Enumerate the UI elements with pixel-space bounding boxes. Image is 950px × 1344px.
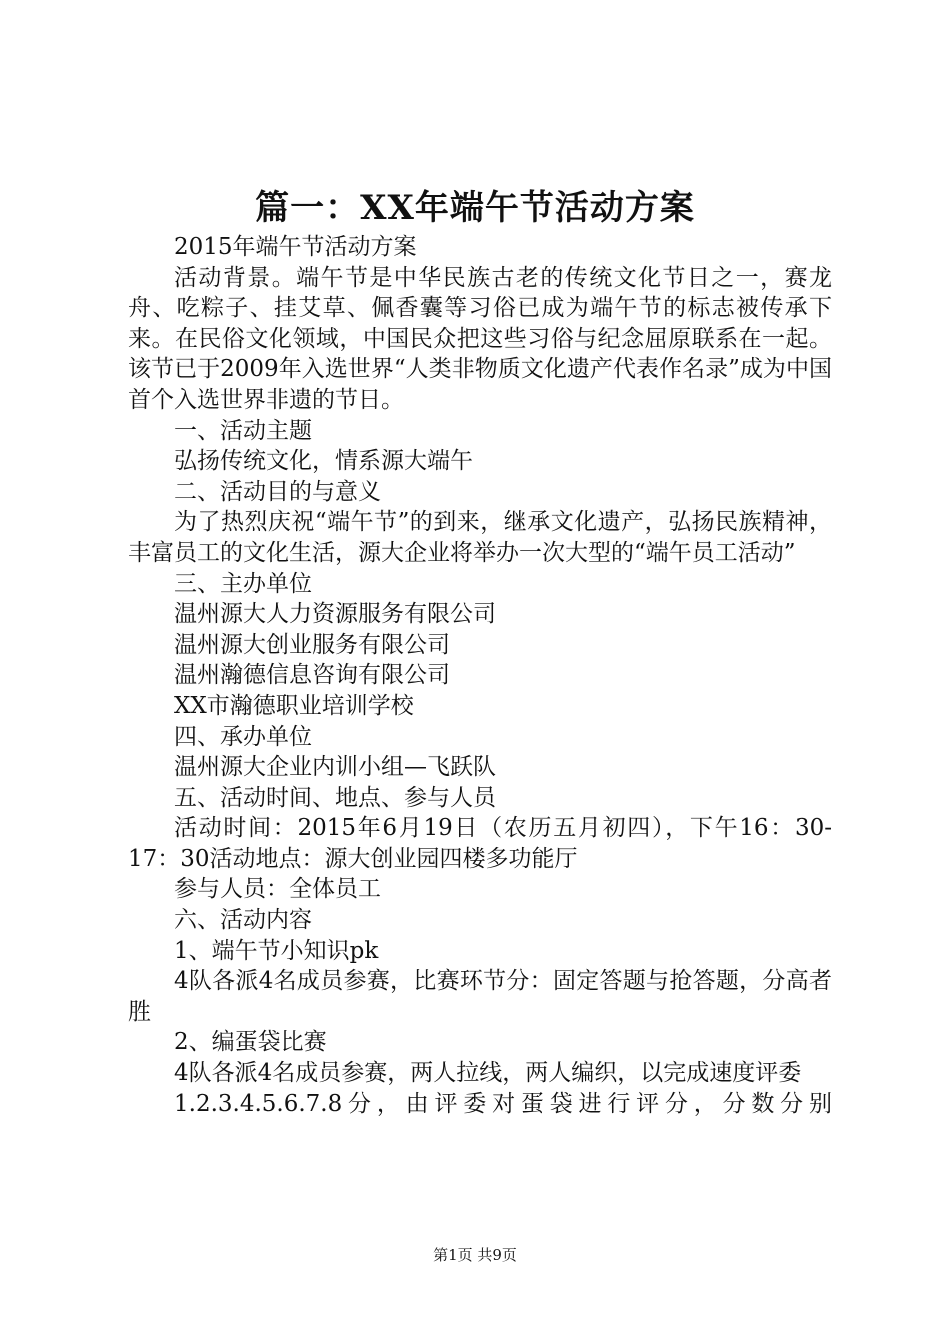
paragraph-host: 温州源大企业内训小组—飞跃队 [174,754,496,781]
organizer-item: 温州源大人力资源服务有限公司 [174,601,496,628]
item-quiz-heading: 1、端午节小知识pk [174,937,379,964]
item-scoring-text: 1.2.3.4.5.6.7.8分，由评委对蛋袋进行评分，分数分别 [174,1090,832,1117]
paragraph-subtitle: 2015年端午节活动方案 [174,234,417,260]
heading-purpose: 二、活动目的与意义 [174,478,381,505]
heading-theme: 一、活动主题 [174,417,312,444]
heading-content: 六、活动内容 [174,907,312,934]
document-body [128,232,832,1119]
organizer-item: 温州瀚德信息咨询有限公司 [174,662,450,689]
paragraph-background: 活动背景。端午节是中华民族古老的传统文化节日之一，赛龙舟、吃粽子、挂艾草、佩香囊等习俗已成为端午节的标志被传承下来。在民俗文化领域，中国民众把这些习俗与纪念屈原联系在一起。该节已于2009年入选世界“人类非物质文化遗产代表作名录”成为中国首个入选世界非遗的节日。 [128,264,832,413]
paragraph-time-place: 活动时间：2015年6月19日（农历五月初四），下午16：30-17：30活动地点：源大创业园四楼多功能厅 [128,815,832,872]
paragraph-purpose: 为了热烈庆祝“端午节”的到来，继承文化遗产，弘扬民族精神，丰富员工的文化生活，源大企业将举办一次大型的“端午员工活动” [128,509,832,566]
heading-host: 四、承办单位 [174,723,312,750]
heading-time-place: 五、活动时间、地点、参与人员 [174,784,496,811]
item-quiz-text: 4队各派4名成员参赛，比赛环节分：固定答题与抢答题，分高者胜 [128,968,832,1025]
paragraph-theme: 弘扬传统文化，情系源大端午 [174,448,473,475]
item-eggbag-text: 4队各派4名成员参赛，两人拉线，两人编织，以完成速度评委 [174,1060,802,1087]
heading-organizers: 三、主办单位 [174,570,312,597]
document-title: 篇一：XX年端午节活动方案 [255,188,695,228]
page-footer: 第1页 共9页 [433,1246,517,1264]
organizer-item: XX市瀚德职业培训学校 [174,692,414,719]
paragraph-participants: 参与人员：全体员工 [174,876,381,903]
item-eggbag-heading: 2、编蛋袋比赛 [174,1029,327,1056]
organizer-item: 温州源大创业服务有限公司 [174,631,450,658]
